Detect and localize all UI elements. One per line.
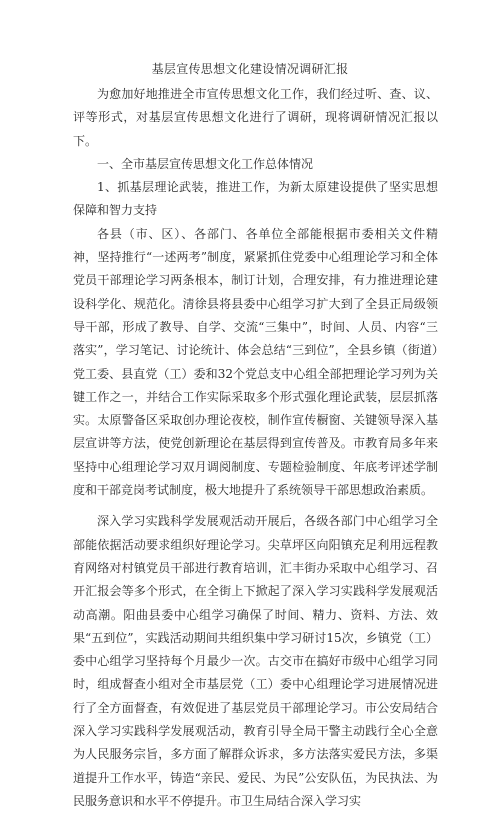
document-title: 基层宣传思想文化建设情况调研汇报 — [151, 62, 349, 76]
intro-paragraph: 为愈加好地推进全市宣传思想文化工作，我们经过听、查、议、评等形式，对基层宣传思想文化进行了调研，现将调研情况汇报以下。 — [73, 87, 438, 148]
document-body — [73, 83, 438, 813]
body-paragraph: 深入学习实践科学发展观活动开展后，各级各部门中心组学习全部能依据活动要求组织好理论学习。尖草坪区向阳镇充足利用远程教育网络对村镇党员干部进行教育培训，汇丰街办采取中心组学习、召开汇报会等多个形式，在全街上下掀起了深入学习实践科学发展观活动高潮。阳曲县委中心组学习确保了时间、精力、资料、方法、效果“五到位”，实践活动期间共组织集中学习研讨15次，乡镇党（工）委中心组学习坚持每个月最少一次。古交市在搞好市级中心组学习同时，组成督查小组对全市基层党（工）委中心组理论学习进展情况进行了全方面督查，有效促进了基层党员干部理论学习。市公安局结合深入学习实践科学发展观活动，教育引导全局干警主动践行全心全意为人民服务宗旨，多方面了解群众诉求，多方法落实爱民方法，多渠道提升工作水平，铸造“亲民、爱民、为民”公安队伍，为民执法、为民服务意识和水平不停提升。市卫生局结合深入学习实 — [73, 514, 438, 808]
section-heading: 一、全市基层宣传思想文化工作总体情况 — [97, 156, 314, 171]
subsection-heading: 1、抓基层理论武装，推进工作，为新太原建设提供了坚实思想保障和智力支持 — [73, 180, 438, 218]
body-paragraph: 各县（市、区）、各部门、各单位全部能根据市委相关文件精神，坚持推行“一述两考”制度，紧紧抓住党委中心组理论学习和全体党员干部理论学习两条根本，制订计划，合理安排，有力推进理论建设科学化、规范化。清徐县将县委中心组学习扩大到了全县正局级领导干部，形成了教导、自学、交流“三集中”，时间、人员、内容“三落实”，学习笔记、讨论统计、体会总结“三到位”，全县乡镇（街道）党工委、县直党（工）委和32个党总支中心组全部把理论学习列为关键工作之一，并结合工作实际采取多个形式强化理论武装，层层抓落实。太原警备区采取创办理论夜校，制作宣传橱窗、关键领导深入基层宣讲等方法，使党创新理论在基层得到宣传普及。市教育局多年来坚持中心组理论学习双月调阅制度、专题检验制度、年底考评述学制度和干部竞岗考试制度，极大地提升了系统领导干部思想政治素质。 — [73, 226, 438, 498]
